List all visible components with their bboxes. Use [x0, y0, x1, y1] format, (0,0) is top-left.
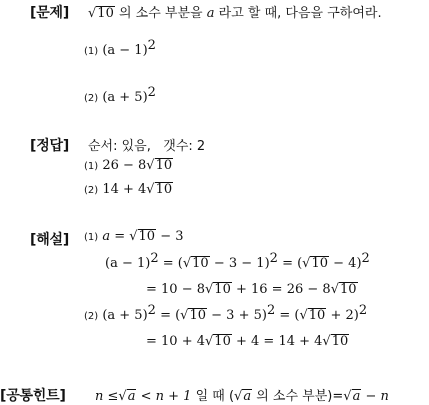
answer-meta: 순서: 있음, 갯수: 2: [88, 139, 206, 154]
problem-label: [문제]: [30, 5, 70, 21]
solution-1-line-2: $(a - 1)^2 = (√10 - 3 - 1)^2 = (√10 - 4)^2$: [105, 251, 370, 271]
sqrt-10: √10: [88, 6, 114, 21]
solution-2-line-1: (2) $(a + 5)^2 = (√10 - 3 + 5)^2 = (√10 + 2)^2$: [84, 303, 368, 323]
solution-1-line-3: = 10 − 8√10 + 16 = 26 − 8√10: [146, 282, 357, 297]
answer-label: [정답]: [30, 138, 70, 154]
solution-1-line-1: (1) a = √10 − 3: [84, 229, 184, 244]
question-2: (2) $(a + 5)^2$: [84, 85, 156, 105]
solution-2-line-2: = 10 + 4√10 + 4 = 14 + 4√10: [146, 334, 349, 349]
answer-1: (1) 26 − 8√10: [84, 158, 173, 173]
answer-2: (2) 14 + 4√10: [84, 182, 173, 197]
solution-label: [해설]: [30, 232, 70, 248]
hint-label: [공통힌트]: [0, 388, 66, 404]
hint-text: n ≤√a < n + 1 일 때 (√a 의 소수 부분)=√a − n: [95, 389, 389, 404]
question-1: (1) $(a - 1)^2$: [84, 38, 156, 58]
problem-statement: √10 의 소수 부분을 a 라고 할 때, 다음을 구하여라.: [88, 6, 382, 21]
